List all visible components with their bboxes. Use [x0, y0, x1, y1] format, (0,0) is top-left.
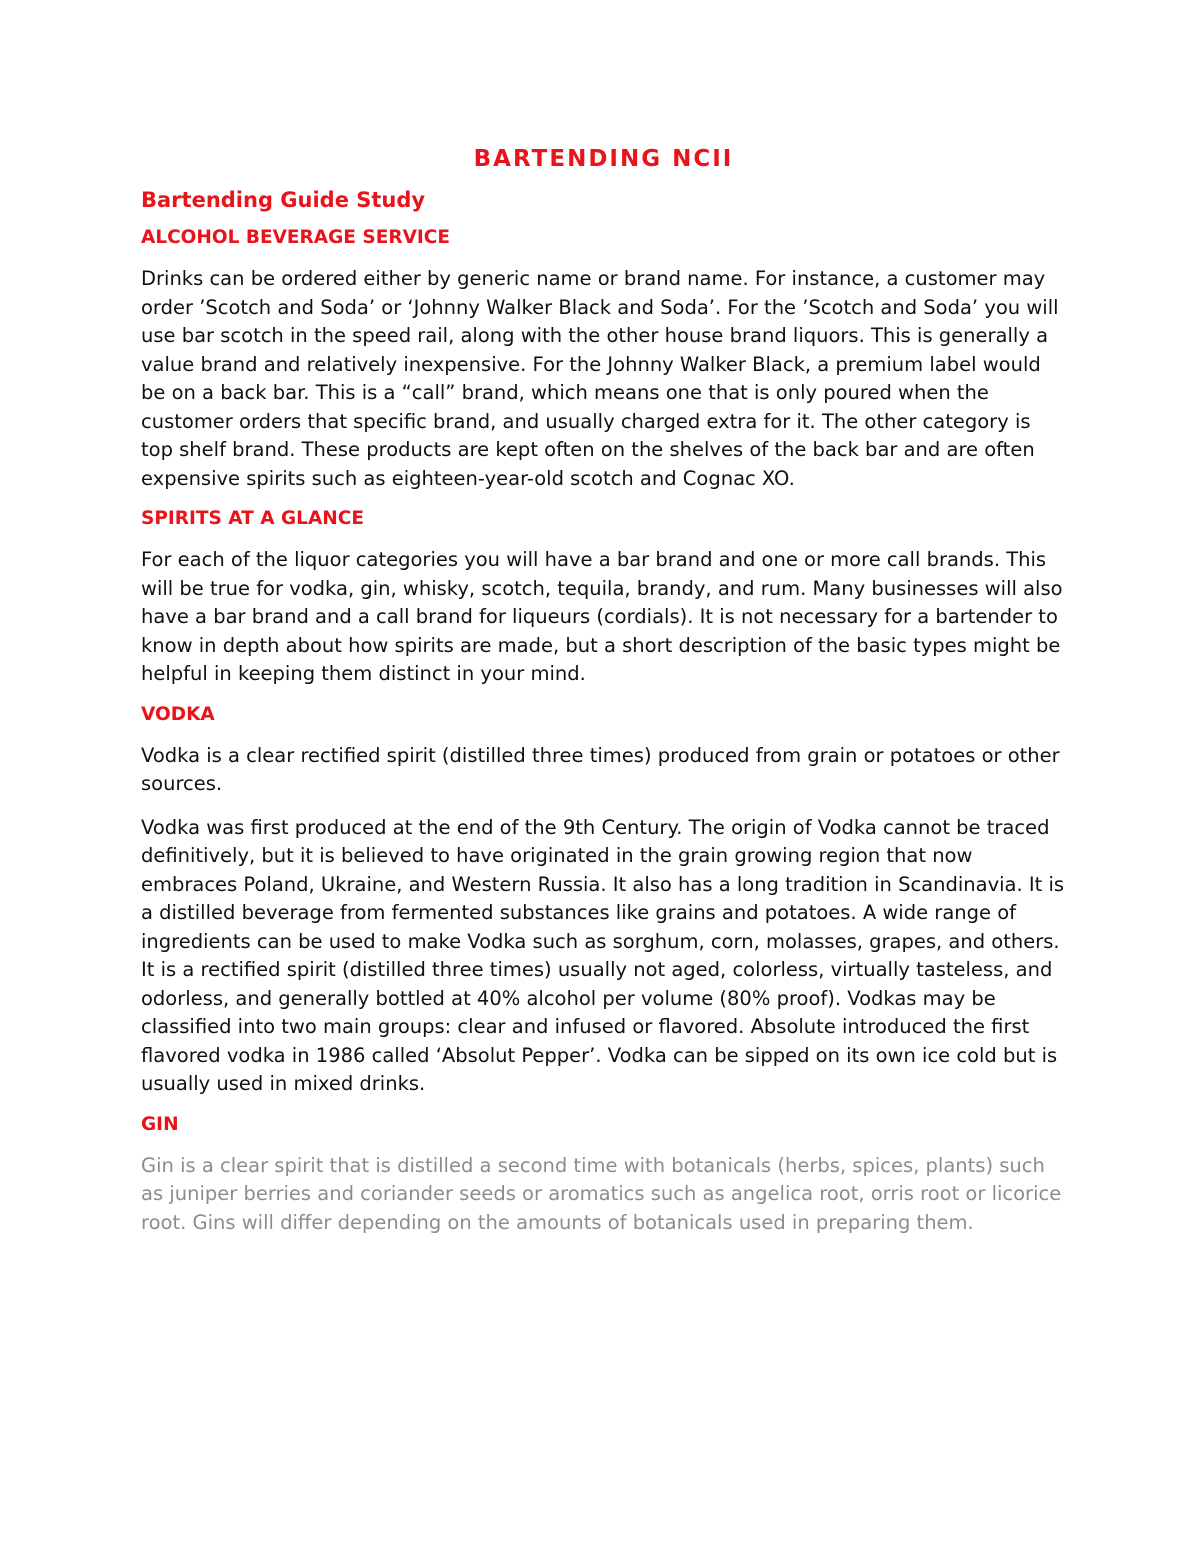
- document-title: BARTENDING NCII: [473, 146, 734, 172]
- section-spirits-at-a-glance: [141, 508, 1066, 689]
- section-paragraph: Drinks can be ordered either by generic name or brand name. For instance, a customer may order ’Scotch and Soda’ or ‘Johnny Walker Black and Soda’. For the ’Scotch and Soda’ you will use bar scotch in the speed rail, along with the other house brand liquors. This is generally a value brand and relatively inexpensive. For the Johnny Walker Black, a premium label would be on a back bar. This is a “call” brand, which means one that is only poured when the customer orders that specific brand, and usually charged extra for it. The other category is top shelf brand. These products are kept often on the shelves of the back bar and are often expensive spirits such as eighteen-year-old scotch and Cognac XO.: [141, 267, 1059, 490]
- section-paragraph: For each of the liquor categories you will have a bar brand and one or more call brands. This will be true for vodka, gin, whisky, scotch, tequila, brandy, and rum. Many businesses will also have a bar brand and a call brand for liqueurs (cordials). It is not necessary for a bartender to know in depth about how spirits are made, but a short description of the basic types might be helpful in keeping them distinct in your mind.: [141, 548, 1063, 685]
- section-paragraph: Vodka was first produced at the end of the 9th Century. The origin of Vodka cannot be traced definitively, but it is believed to have originated in the grain growing region that now embraces Poland, Ukraine, and Western Russia. It also has a long tradition in Scandinavia. It is a distilled beverage from fermented substances like grains and potatoes. A wide range of ingredients can be used to make Vodka such as sorghum, corn, molasses, grapes, and others. It is a rectified spirit (distilled three times) usually not aged, colorless, virtually tasteless, and odorless, and generally bottled at 40% alcohol per volume (80% proof). Vodkas may be classified into two main groups: clear and infused or flavored. Absolute introduced the first flavored vodka in 1986 called ‘Absolut Pepper’. Vodka can be sipped on its own ice cold but is usually used in mixed drinks.: [141, 815, 1065, 1095]
- section-alcohol-beverage-service: [141, 227, 1066, 493]
- section-paragraph: Gin is a clear spirit that is distilled a second time with botanicals (herbs, spices, plants) such as juniper berries and coriander seeds or aromatics such as angelica root, orris root or licorice root. Gins will differ depending on the amounts of botanicals used in preparing them.: [141, 1153, 1062, 1234]
- document-page: [141, 140, 1066, 1252]
- section-heading: GIN: [141, 1113, 179, 1135]
- document-subtitle: Bartending Guide Study: [141, 188, 426, 212]
- section-vodka: [141, 704, 1066, 1099]
- section-paragraph: Vodka is a clear rectified spirit (distilled three times) produced from grain or potatoes or other sources.: [141, 743, 1060, 795]
- section-heading: ALCOHOL BEVERAGE SERVICE: [141, 227, 450, 248]
- section-heading: VODKA: [141, 703, 215, 725]
- section-gin: [141, 1114, 1066, 1238]
- section-heading: SPIRITS AT A GLANCE: [141, 508, 364, 529]
